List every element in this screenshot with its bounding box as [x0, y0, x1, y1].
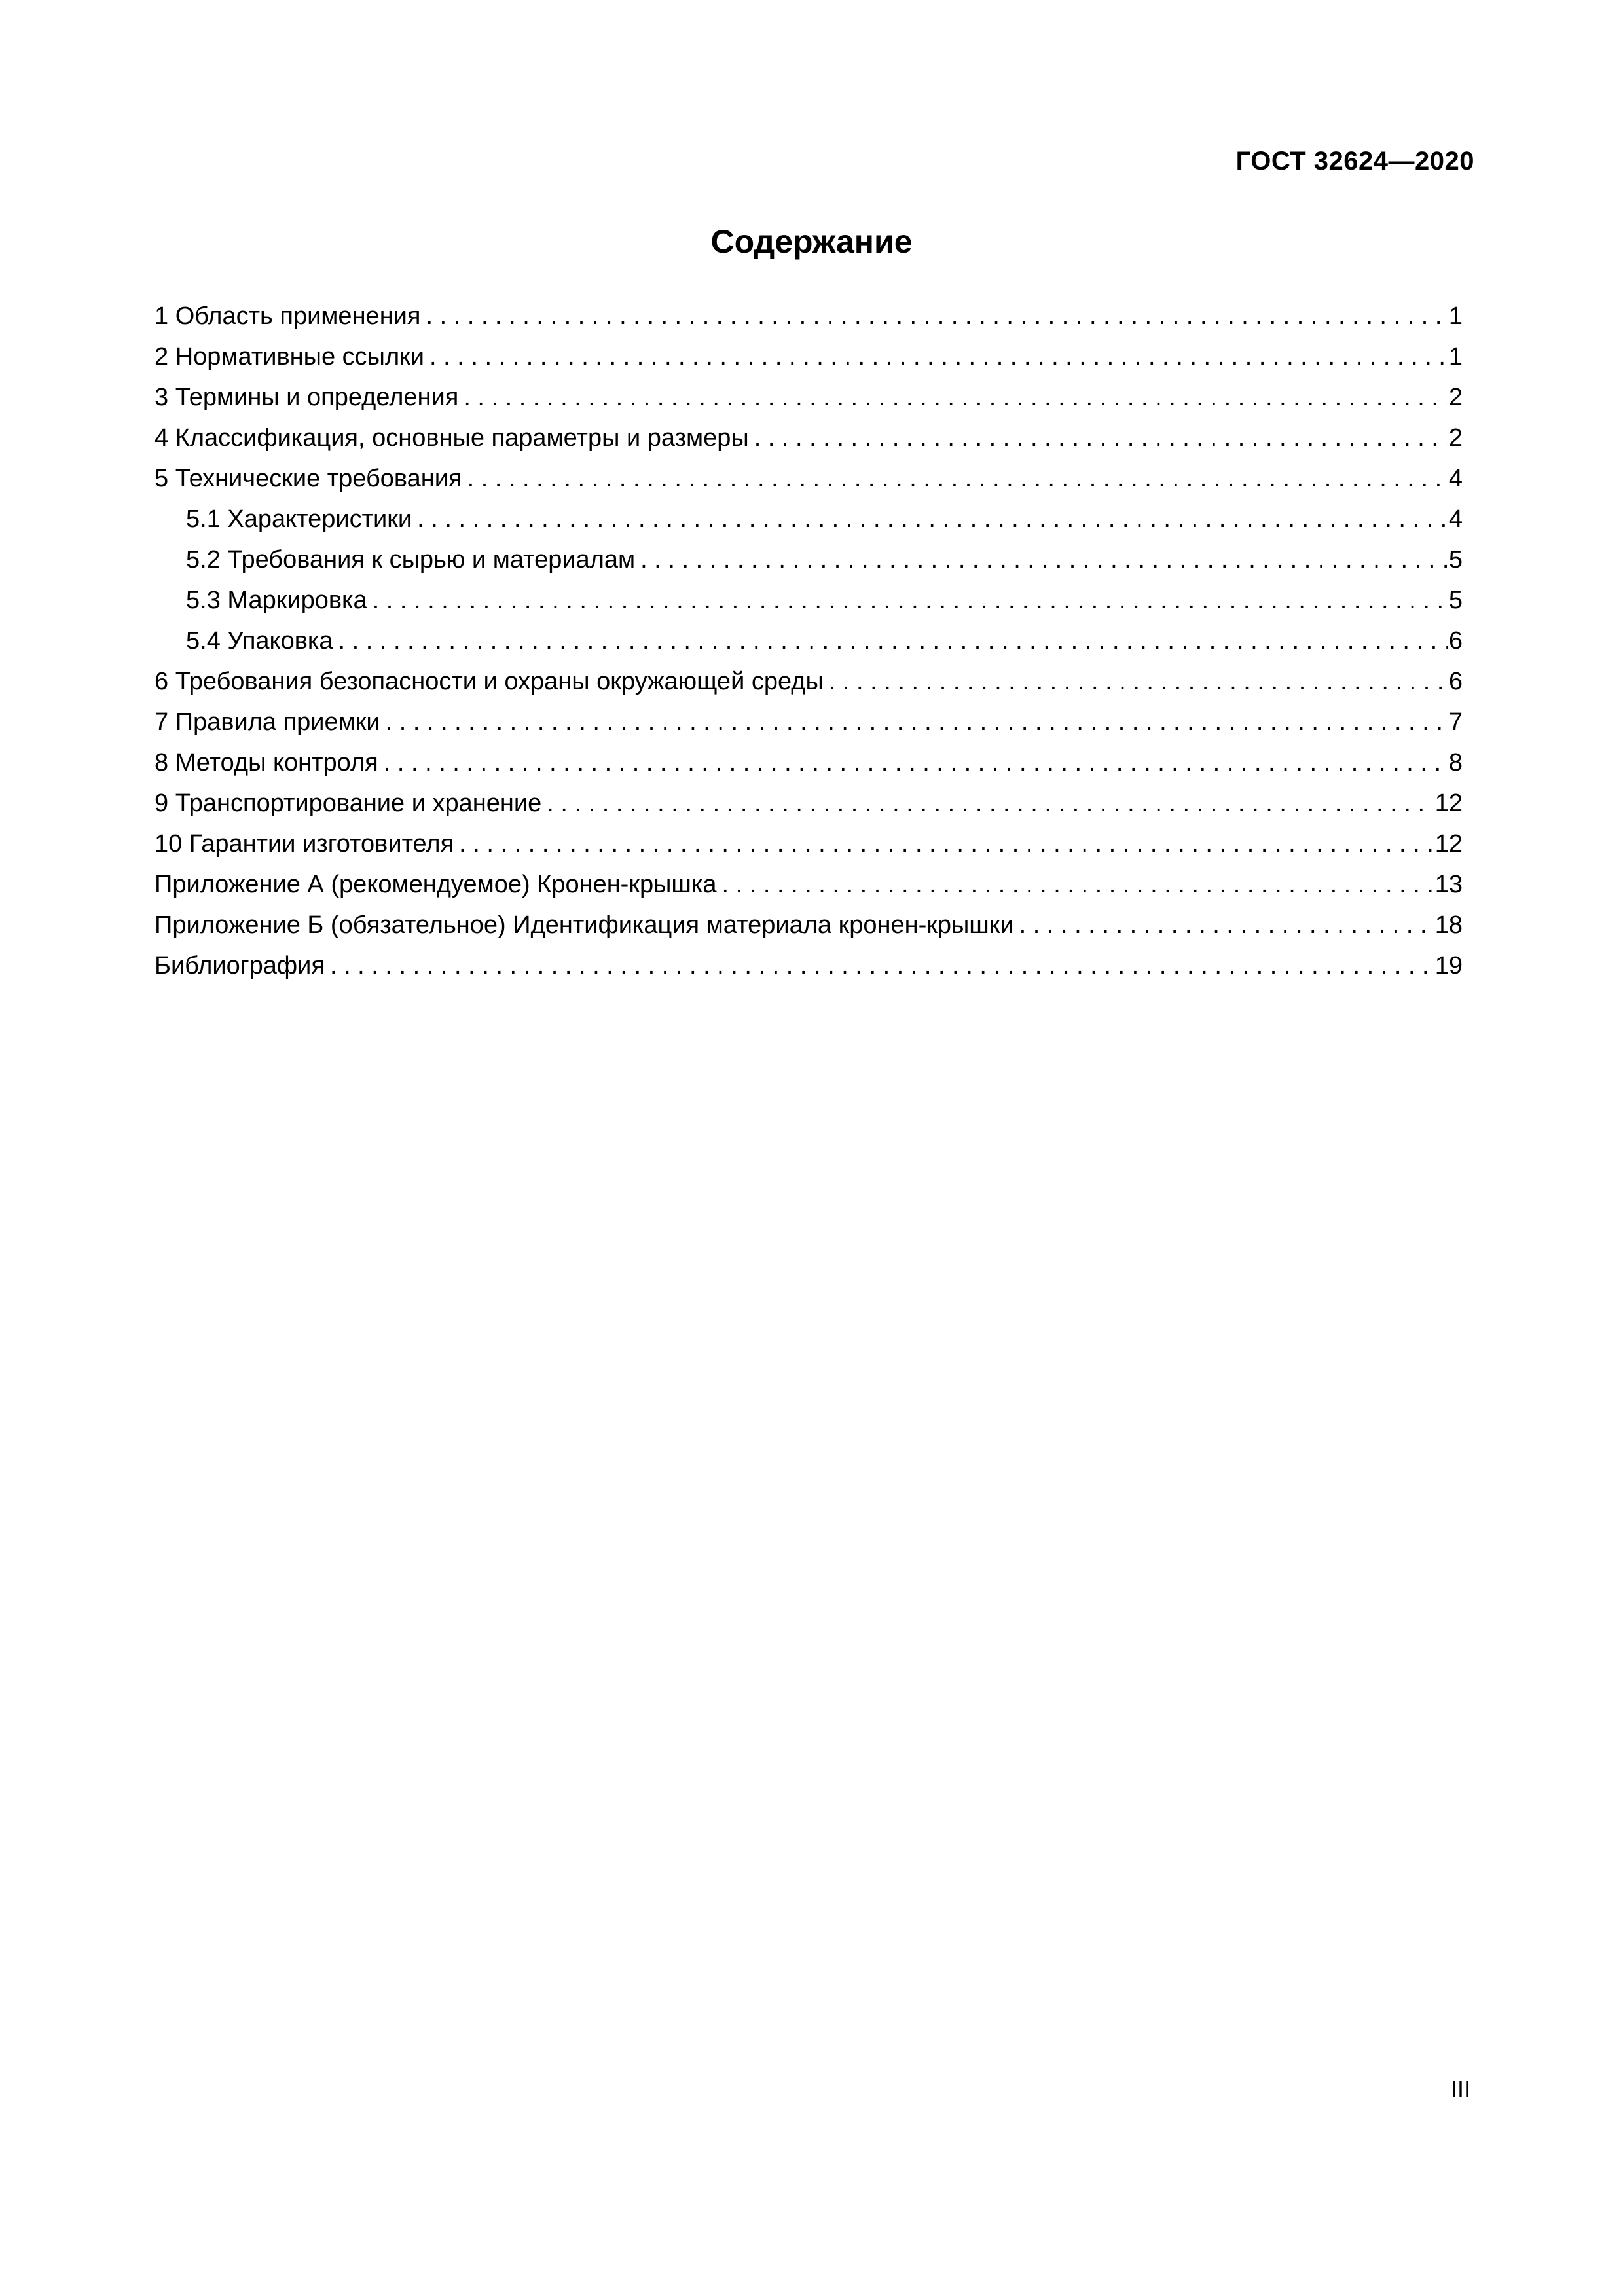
toc-entry[interactable]	[155, 296, 1463, 337]
toc-entry[interactable]	[155, 824, 1463, 864]
toc-entry[interactable]	[155, 661, 1463, 702]
toc-entry-page: 18	[1434, 911, 1463, 939]
toc-leader-dots	[1014, 905, 1434, 945]
toc-entry[interactable]	[155, 337, 1463, 377]
toc-leader-dots	[749, 418, 1448, 458]
toc-leader-dots	[333, 621, 1448, 661]
toc-leader-dots	[635, 539, 1448, 580]
toc-entry[interactable]	[155, 418, 1463, 458]
toc-entry-page: 1	[1448, 302, 1463, 330]
toc-leader-dots	[424, 337, 1448, 377]
toc-entry-text: Приложение А (рекомендуемое) Кронен-крышка	[155, 871, 717, 898]
table-of-contents	[155, 296, 1463, 986]
toc-subentry[interactable]	[155, 621, 1463, 661]
toc-entry-text: 5.1 Характеристики	[186, 505, 412, 533]
toc-leader-dots	[824, 661, 1448, 702]
toc-entry-text: 5 Технические требования	[155, 465, 462, 492]
toc-entry-page: 8	[1448, 749, 1463, 776]
toc-leader-dots	[325, 945, 1434, 986]
toc-entry-page: 12	[1434, 830, 1463, 858]
toc-leader-dots	[412, 499, 1448, 539]
toc-entry[interactable]	[155, 945, 1463, 986]
toc-entry-text: 6 Требования безопасности и охраны окружающей среды	[155, 668, 824, 695]
toc-entry-page: 4	[1448, 465, 1463, 492]
toc-entry-text: 5.4 Упаковка	[186, 627, 333, 655]
toc-entry[interactable]	[155, 702, 1463, 742]
toc-entry-text: 3 Термины и определения	[155, 384, 459, 411]
toc-leader-dots	[367, 580, 1448, 621]
toc-entry-text: Библиография	[155, 952, 325, 979]
toc-entry-page: 5	[1448, 587, 1463, 614]
toc-entry-page: 12	[1434, 790, 1463, 817]
page-number: III	[1450, 2075, 1470, 2102]
toc-entry-page: 5	[1448, 546, 1463, 574]
toc-entry-text: Приложение Б (обязательное) Идентификация материала кронен-крышки	[155, 911, 1014, 939]
toc-entry-text: 7 Правила приемки	[155, 708, 380, 736]
toc-subentry[interactable]	[155, 580, 1463, 621]
toc-entry-page: 13	[1434, 871, 1463, 898]
toc-leader-dots	[380, 702, 1448, 742]
toc-entry-text: 9 Транспортирование и хранение	[155, 790, 542, 817]
toc-leader-dots	[541, 783, 1433, 824]
toc-entry-text: 4 Классификация, основные параметры и размеры	[155, 424, 749, 452]
toc-entry-page: 2	[1448, 424, 1463, 452]
toc-entry-text: 5.3 Маркировка	[186, 587, 367, 614]
toc-entry-text: 10 Гарантии изготовителя	[155, 830, 454, 858]
toc-entry[interactable]	[155, 458, 1463, 499]
toc-entry[interactable]	[155, 864, 1463, 905]
toc-subentry[interactable]	[155, 499, 1463, 539]
toc-leader-dots	[454, 824, 1434, 864]
toc-entry-text: 1 Область применения	[155, 302, 421, 330]
toc-title: Содержание	[710, 223, 913, 260]
toc-leader-dots	[462, 458, 1448, 499]
toc-entry-text: 8 Методы контроля	[155, 749, 378, 776]
toc-entry[interactable]	[155, 905, 1463, 945]
toc-entry-text: 2 Нормативные ссылки	[155, 343, 424, 371]
toc-entry[interactable]	[155, 783, 1463, 824]
toc-leader-dots	[420, 296, 1447, 337]
toc-leader-dots	[458, 377, 1448, 418]
toc-entry-text: 5.2 Требования к сырью и материалам	[186, 546, 636, 574]
document-code: ГОСТ 32624—2020	[1235, 147, 1474, 175]
toc-entry-page: 4	[1448, 505, 1463, 533]
toc-entry[interactable]	[155, 377, 1463, 418]
toc-entry-page: 7	[1448, 708, 1463, 736]
toc-entry[interactable]	[155, 742, 1463, 783]
toc-entry-page: 1	[1448, 343, 1463, 371]
toc-entry-page: 6	[1448, 668, 1463, 695]
toc-leader-dots	[717, 864, 1434, 905]
toc-entry-page: 6	[1448, 627, 1463, 655]
toc-leader-dots	[378, 742, 1448, 783]
toc-subentry[interactable]	[155, 539, 1463, 580]
toc-entry-page: 2	[1448, 384, 1463, 411]
toc-entry-page: 19	[1434, 952, 1463, 979]
